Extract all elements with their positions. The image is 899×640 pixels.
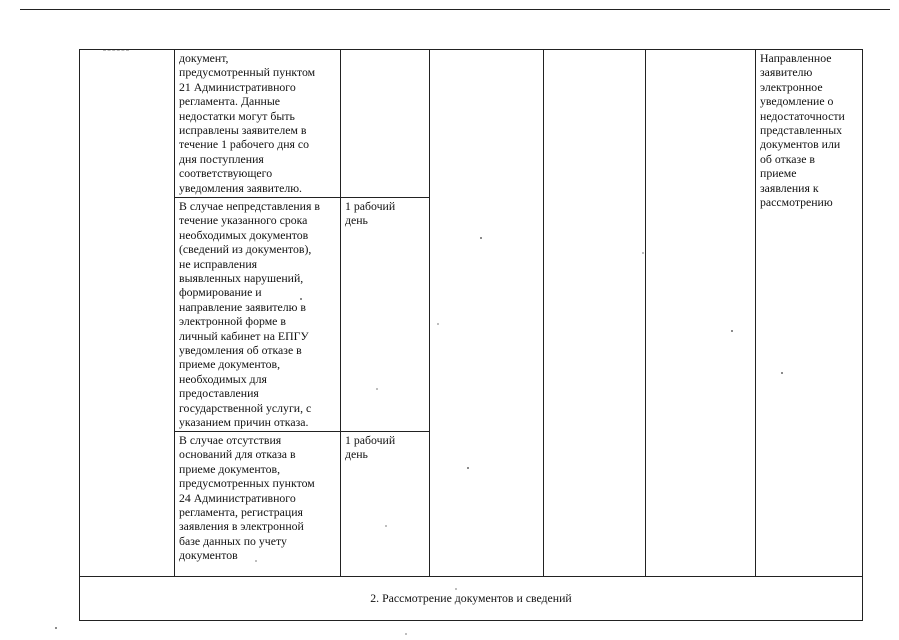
column-divider	[645, 49, 646, 576]
table-right-border	[862, 49, 863, 621]
scan-speck	[385, 525, 387, 527]
scan-speck	[300, 298, 302, 300]
table-row-2-action: В случае отсутствия оснований для отказа в приеме документов, предусмотренных пунктом 24 Административного регламента, регистрация заявления в электронной базе данных по учету документов	[179, 433, 315, 563]
column-divider	[429, 49, 430, 576]
scan-speck	[642, 252, 644, 254]
table-row-1-action: В случае непредставления в течение указанного срока необходимых документов (сведений из документов), не исправления выявленных нарушений, формирование и направление заявителю в электронной форме в личный кабинет на ЕПГУ уведомления об отказе в приеме документов, необходимых для предоставления государственной услуги, с указанием причин отказа.	[179, 199, 320, 430]
scan-speck	[405, 633, 407, 635]
table-row-0-action: документ, предусмотренный пунктом 21 Административного регламента. Данные недостатки могут быть исправлены заявителем в течение 1 рабочего дня со дня поступления соответствующего уведомления заявителю.	[179, 51, 316, 195]
scan-speck	[255, 560, 257, 562]
scan-speck	[55, 627, 57, 629]
scan-speck	[480, 237, 482, 239]
table-top-border	[79, 49, 863, 50]
scan-speck	[437, 323, 439, 325]
column-divider	[340, 49, 341, 576]
margin-dash-mark	[103, 50, 129, 51]
table-row-1-term: 1 рабочий день	[345, 199, 396, 228]
top-rule	[20, 9, 890, 10]
table-bottom-border	[79, 620, 863, 621]
section-title: 2. Рассмотрение документов и сведений	[370, 590, 572, 605]
column-divider	[755, 49, 756, 576]
scan-speck	[731, 330, 733, 332]
table-result-cell: Направленное заявителю электронное уведомление о недостаточности представленных документов или об отказе в приеме заявления к рассмотрению	[760, 51, 845, 210]
row-divider	[174, 431, 430, 432]
scan-speck	[781, 372, 783, 374]
scan-speck	[376, 388, 378, 390]
column-divider	[543, 49, 544, 576]
table-left-border	[79, 49, 80, 621]
row-divider	[174, 197, 430, 198]
table-row-2-term: 1 рабочий день	[345, 433, 396, 462]
scan-speck	[455, 588, 457, 590]
column-divider	[174, 49, 175, 576]
scan-speck	[467, 467, 469, 469]
